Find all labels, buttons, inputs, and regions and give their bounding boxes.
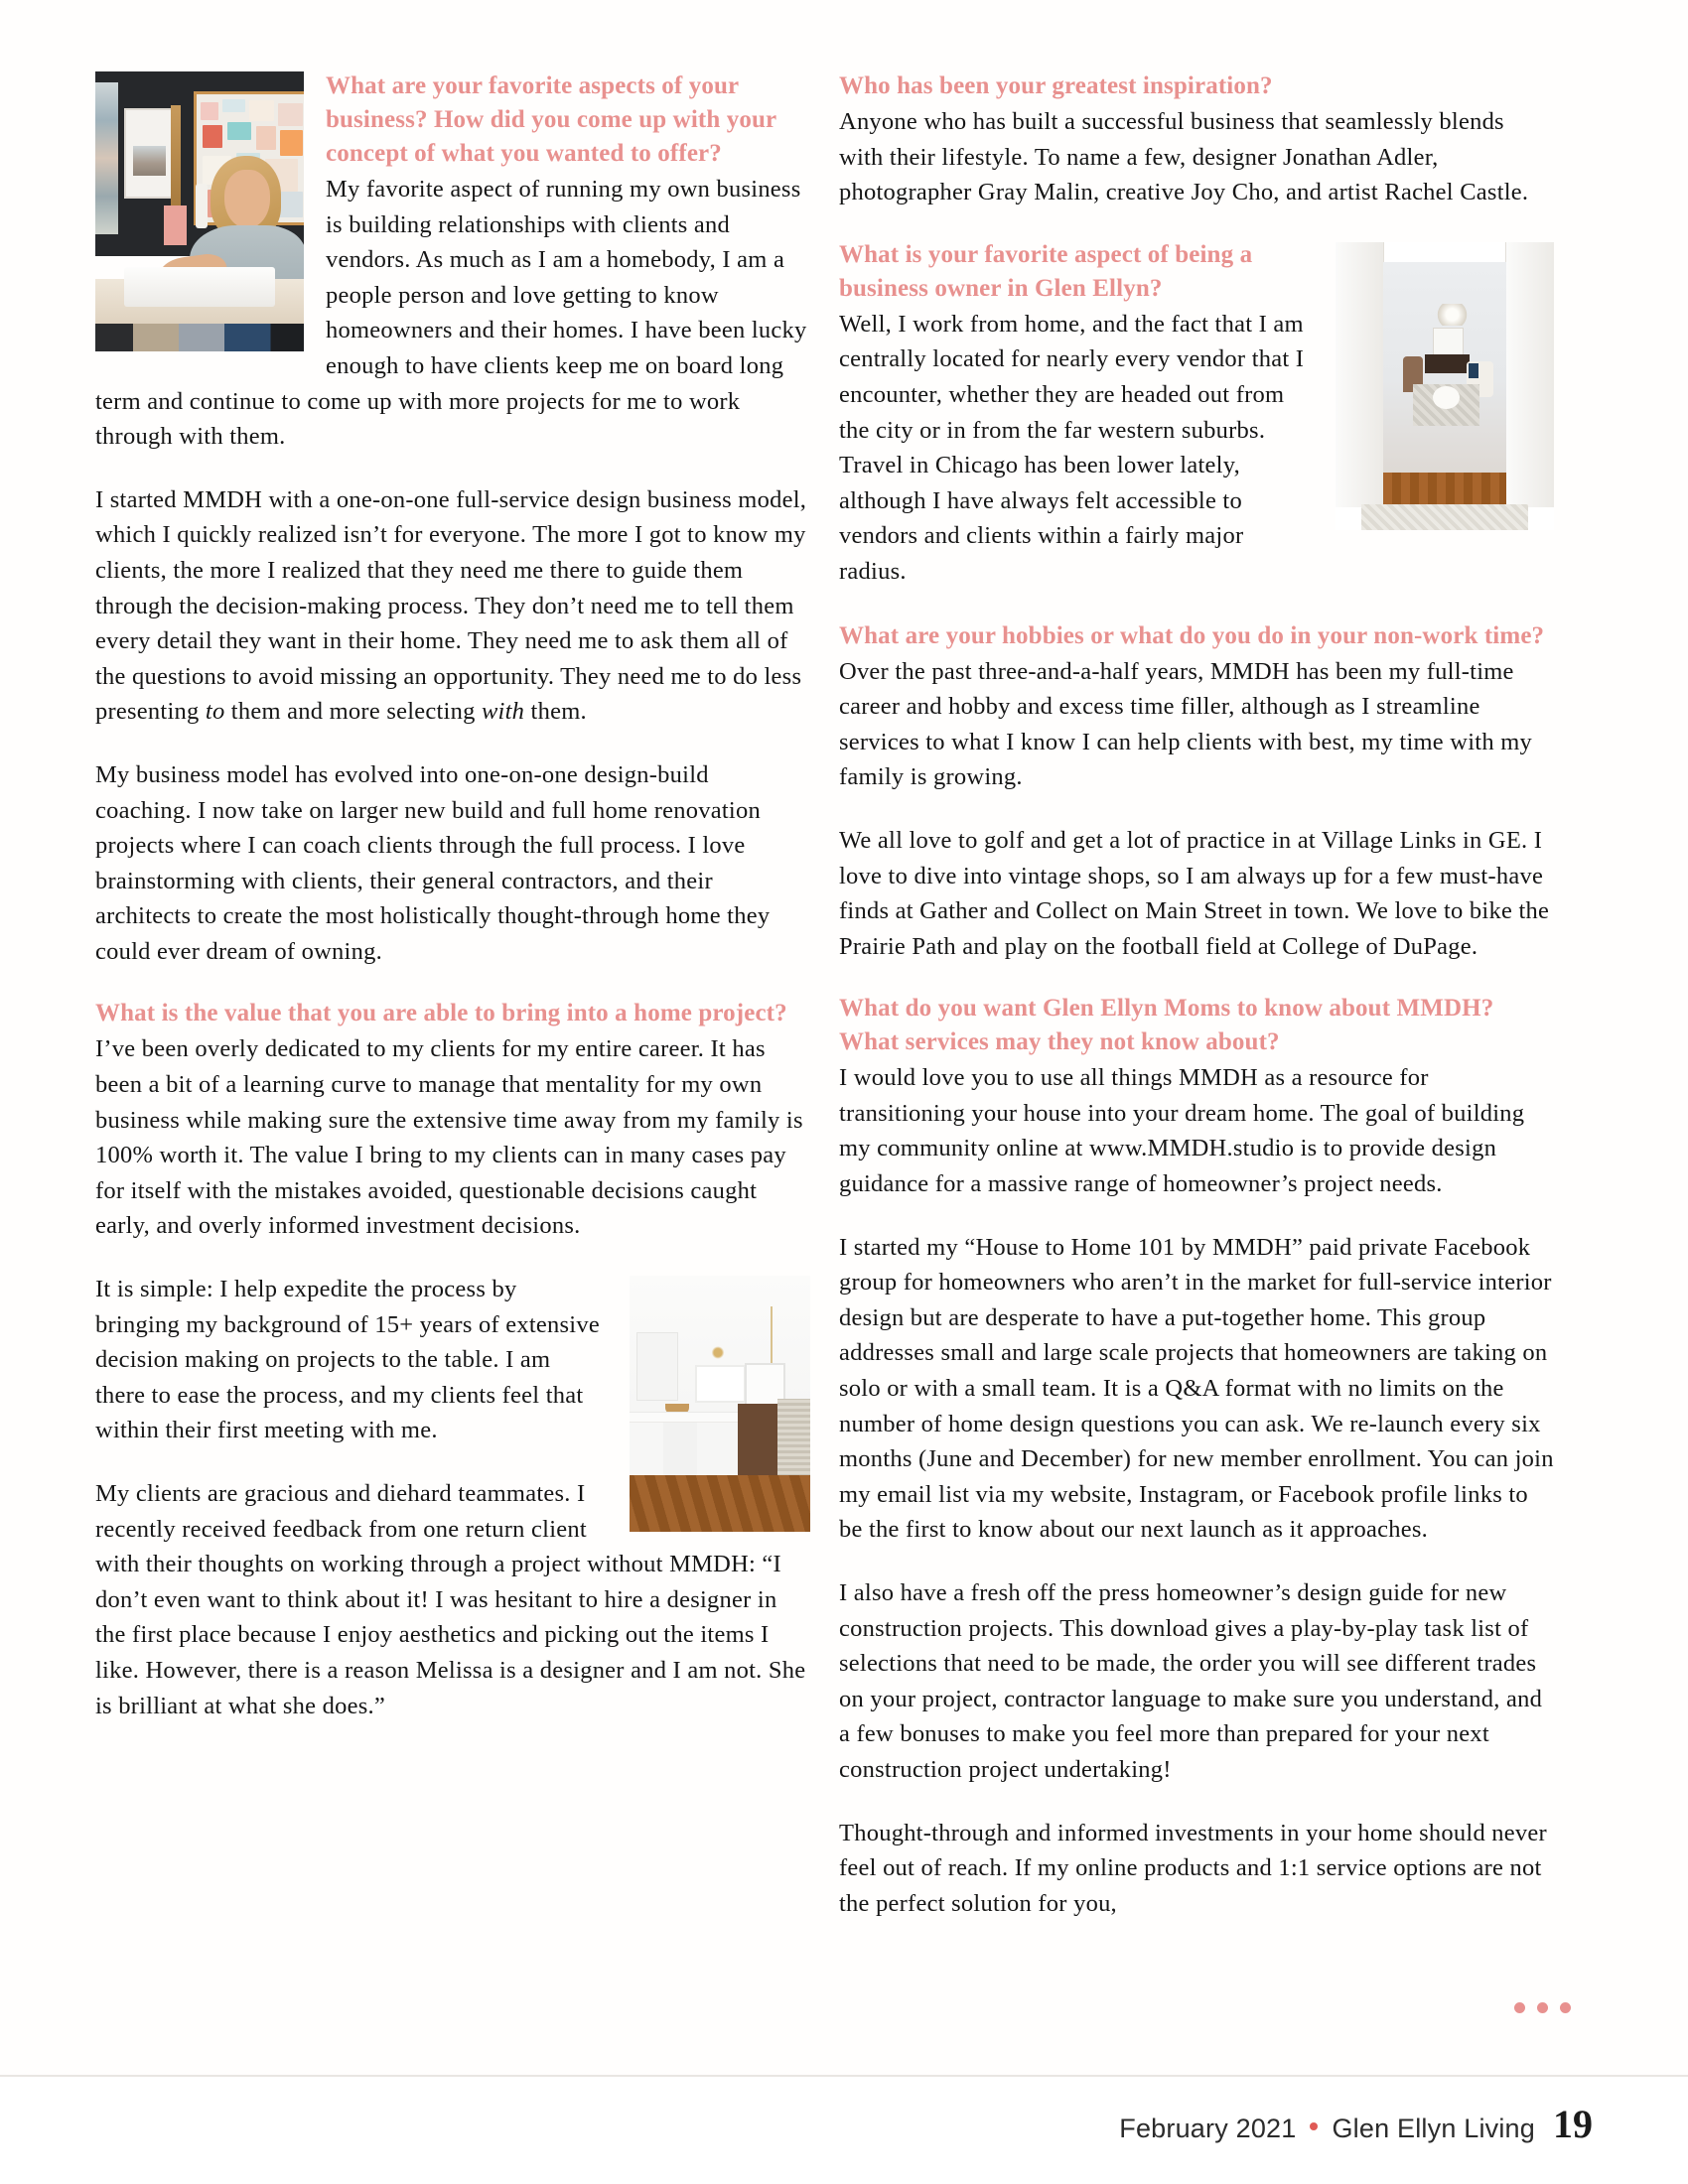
question-heading-value-brought: What is the value that you are able to bring into a home project? bbox=[95, 1000, 787, 1027]
paragraph-favorite-aspect: My favorite aspect of running my own business is building relationships with clients and vendors. As much as I am a homebody, I am a people person and love getting to know homeowners and their homes. I have been lucky enough to have clients keep me on board long term and continue to come up with more projects for me to work through with them. bbox=[95, 176, 807, 451]
paragraph-client-testimonial: My clients are gracious and diehard teammates. I recently received feedback from one return client with their thoughts on working through a project without MMDH: “I don’t even want to think about it! I was hesitant to hire a designer in the first place because I enjoy aesthetics and picking out the items I like. However, there is a reason Melissa is a designer and I am not. She is brilliant at what she does.” bbox=[95, 1480, 806, 1719]
footer-inner bbox=[1119, 2101, 1593, 2147]
end-dot-1 bbox=[1514, 2002, 1525, 2013]
article-end-dots bbox=[1514, 2002, 1571, 2013]
emphasis-with: with bbox=[481, 698, 525, 726]
footer-magazine-title: Glen Ellyn Living bbox=[1332, 2114, 1535, 2143]
question-heading-favorite-aspects: What are your favorite aspects of your business? How did you come up with your concept of what you wanted to offer? bbox=[326, 72, 776, 167]
paragraph-expedite-process: It is simple: I help expedite the process by bringing my background of 15+ years of extensive decision making on projects to the table. I am there to ease the process, and my clients feel that within their first meeting with me. bbox=[95, 1276, 600, 1444]
paragraph-mmdh-model-b: them and more selecting bbox=[224, 698, 482, 726]
question-heading-greatest-inspiration: Who has been your greatest inspiration? bbox=[839, 72, 1273, 99]
end-dot-2 bbox=[1537, 2002, 1548, 2013]
footer-page-number: 19 bbox=[1553, 2102, 1593, 2146]
paragraph-mmdh-model-c: them. bbox=[524, 698, 587, 726]
emphasis-to: to bbox=[205, 698, 225, 726]
white-kitchen-photo bbox=[630, 1276, 810, 1532]
left-column bbox=[95, 69, 810, 1751]
paragraph-hobbies: Over the past three-and-a-half years, MMDH has been my full-time career and hobby and excess time filler, although as I streamline services to what I know I can help clients with best, my time with my family is growing. bbox=[839, 657, 1532, 791]
paragraph-mmdh-model-a: I started MMDH with a one-on-one full-service design business model, which I quickly realized isn’t for everyone. The more I got to know my clients, the more I realized that they need me there to guide them through the decision-making process. They don’t need me to tell them every detail they want in their home. They need me to ask them all of the questions to avoid missing an opportunity. They need me to do less presenting bbox=[95, 485, 807, 726]
dining-room-through-doorway-photo bbox=[1336, 242, 1554, 530]
paragraph-design-build-coaching: My business model has evolved into one-on-one design-build coaching. I now take on larger new build and full home renovation projects where I can coach clients through the full process. I love brainstorming with clients, their general contractors, and their architects to create the most holistically thought-through home they could ever dream of owning. bbox=[95, 760, 771, 965]
question-heading-hobbies: What are your hobbies or what do you do in your non-work time? bbox=[839, 621, 1545, 649]
paragraph-mmdh-model bbox=[95, 482, 810, 730]
end-dot-3 bbox=[1560, 2002, 1571, 2013]
designer-at-desk-photo bbox=[95, 71, 304, 351]
paragraph-facebook-group: I started my “House to Home 101 by MMDH” paid private Facebook group for homeowners who aren’t in the market for full-service interior design but are desperate to have a put-together home. This group addresses small and large scale projects that homeowners are taking on solo or with a small team. It is a Q&A format with no limits on the number of home design questions you can ask. We re-launch every six months (June and December) for new member enrollment. You can join my email list via my website, Instagram, or Facebook profile links to be the first to know about our next launch as it approaches. bbox=[839, 1233, 1554, 1544]
right-column bbox=[839, 69, 1554, 1921]
footer-issue-date: February 2021 bbox=[1119, 2114, 1297, 2143]
paragraph-work-from-home: Well, I work from home, and the fact that I am centrally located for nearly every vendor that I encounter, whether they are headed out from the city or in from the far western suburbs. Travel in Chicago has been lower lately, although I have always felt accessible to vendors and clients within a fairly major radius. bbox=[839, 310, 1305, 585]
paragraph-mmdh-resource: I would love you to use all things MMDH as a resource for transitioning your house into your dream home. The goal of building my community online at www.MMDH.studio is to provide design guidance for a massive range of homeowner’s project needs. bbox=[839, 1064, 1525, 1198]
paragraph-closing: Thought-through and informed investments in your home should never feel out of reach. If my online products and 1:1 service options are not the perfect solution for you, bbox=[839, 1819, 1547, 1917]
question-heading-mmdh-services: What do you want Glen Ellyn Moms to know about MMDH? What services may they not know about? bbox=[839, 995, 1494, 1056]
paragraph-golf-and-biking: We all love to golf and get a lot of practice in at Village Links in GE. I love to dive into vintage shops, so I am always up for a few must-have finds at Gather and Collect on Main Street in town. We love to bike the Prairie Path and play on the football field at College of DuPage. bbox=[839, 826, 1550, 960]
paragraph-inspiration: Anyone who has built a successful business that seamlessly blends with their lifestyle. To name a few, designer Jonathan Adler, photographer Gray Malin, creative Joy Cho, and artist Rachel Castle. bbox=[839, 108, 1529, 206]
footer-bullet-icon bbox=[1310, 2122, 1318, 2130]
paragraph-design-guide: I also have a fresh off the press homeowner’s design guide for new construction projects. This download gives a play-by-play task list of selections that need to be made, the order you will see different trades on your project, contractor language to make sure you understand, and a few bonuses to make you feel more than prepared for your next construction project undertaking! bbox=[839, 1579, 1543, 1783]
page-footer bbox=[0, 2075, 1688, 2184]
question-heading-business-owner-glen-ellyn: What is your favorite aspect of being a business owner in Glen Ellyn? bbox=[839, 240, 1253, 302]
paragraph-dedicated-clients: I’ve been overly dedicated to my clients for my entire career. It has been a bit of a learning curve to manage that mentality for my own business while making sure the extensive time away from my family is 100% worth it. The value I bring to my clients can in many cases pay for itself with the mistakes avoided, questionable decisions caught early, and overly informed investment decisions. bbox=[95, 1035, 803, 1240]
